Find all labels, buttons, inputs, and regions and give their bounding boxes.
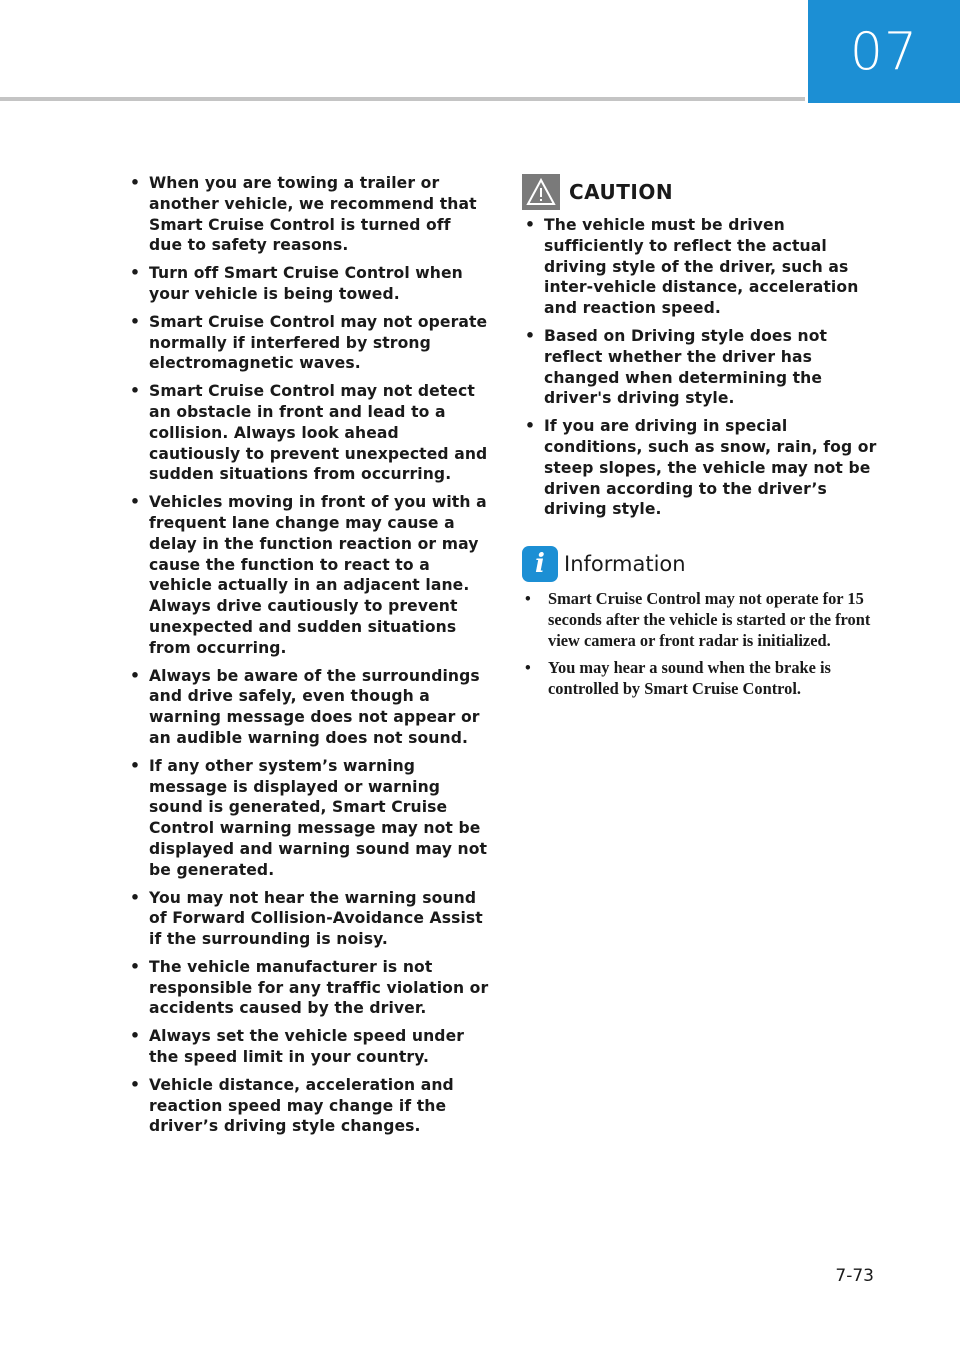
chapter-tab: [808, 0, 960, 103]
page-number: 7-73: [835, 1266, 874, 1286]
list-item: • You may not hear the warning sound of Forward Collision-Avoidance Assist if the surrounding is noisy.: [127, 888, 489, 950]
right-column: [522, 173, 882, 705]
list-item: • Smart Cruise Control may not detect an obstacle in front and lead to a collision. Always look ahead cautiously to prevent unexpected and sudden situations from occurring.: [127, 381, 489, 485]
list-item: • The vehicle must be driven sufficiently to reflect the actual driving style of the driver, such as inter-vehicle distance, acceleration and reaction speed.: [522, 215, 882, 319]
chapter-number: 07: [849, 21, 919, 82]
list-item: • If you are driving in special conditions, such as snow, rain, fog or steep slopes, the vehicle may not be driven according to the driver’s driving style.: [522, 416, 882, 520]
information-header: [522, 544, 882, 584]
list-item: • Turn off Smart Cruise Control when your vehicle is being towed.: [127, 263, 489, 305]
caution-title: CAUTION: [569, 180, 674, 204]
list-item: • Vehicles moving in front of you with a frequent lane change may cause a delay in the function reaction or may cause the function to react to a vehicle actually in an adjacent lane. Always drive cautiously to prevent unexpected and sudden situations from occurring.: [127, 492, 489, 658]
left-column: [127, 173, 489, 1144]
list-item: • Smart Cruise Control may not operate normally if interfered by strong electromagnetic waves.: [127, 312, 489, 374]
information-title: Information: [564, 552, 686, 577]
left-bullet-list: [127, 173, 489, 1137]
list-item: • Always set the vehicle speed under the speed limit in your country.: [127, 1026, 489, 1068]
header-rule: [0, 97, 805, 101]
warning-triangle-icon: [522, 174, 560, 210]
information-bullet-list: [522, 588, 882, 699]
caution-bullet-list: [522, 215, 882, 520]
list-item: • If any other system’s warning message is displayed or warning sound is generated, Smart Cruise Control warning message may not be displayed and warning sound may not be generated.: [127, 756, 489, 881]
info-icon: i: [522, 546, 558, 582]
list-item: • You may hear a sound when the brake is controlled by Smart Cruise Control.: [522, 657, 882, 699]
list-item: • When you are towing a trailer or another vehicle, we recommend that Smart Cruise Control is turned off due to safety reasons.: [127, 173, 489, 256]
caution-header: [522, 173, 882, 211]
list-item: • The vehicle manufacturer is not responsible for any traffic violation or accidents caused by the driver.: [127, 957, 489, 1019]
list-item: • Vehicle distance, acceleration and reaction speed may change if the driver’s driving style changes.: [127, 1075, 489, 1137]
list-item: • Always be aware of the surroundings and drive safely, even though a warning message does not appear or an audible warning does not sound.: [127, 666, 489, 749]
list-item: • Smart Cruise Control may not operate for 15 seconds after the vehicle is started or the front view camera or front radar is initialized.: [522, 588, 882, 651]
list-item: • Based on Driving style does not reflect whether the driver has changed when determining the driver's driving style.: [522, 326, 882, 409]
